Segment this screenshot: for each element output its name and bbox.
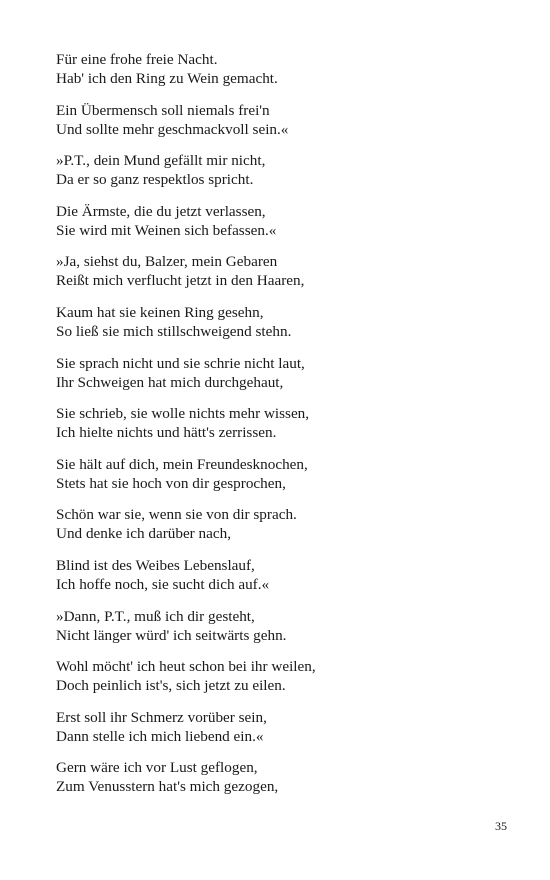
verse-line: Hab' ich den Ring zu Wein gemacht. (56, 70, 278, 87)
stanza (56, 303, 516, 354)
verse-line: Ihr Schweigen hat mich durchgehaut, (56, 373, 284, 391)
stanza (56, 404, 516, 455)
poem-text (56, 50, 516, 809)
verse-line: Erst soll ihr Schmerz vorüber sein, (56, 708, 267, 726)
stanza (56, 505, 516, 556)
stanza (56, 455, 516, 506)
stanza (56, 556, 516, 607)
stanza (56, 252, 516, 303)
verse-line: Gern wäre ich vor Lust geflogen, (56, 759, 258, 777)
verse-line: Zum Venusstern hat's mich gezogen, (56, 778, 279, 796)
verse-line: Und denke ich darüber nach, (56, 525, 232, 543)
verse-line: So ließ sie mich stillschweigend stehn. (56, 322, 292, 340)
verse-line: Für eine frohe freie Nacht. (56, 51, 218, 68)
stanza (56, 101, 516, 152)
verse-line: Und sollte mehr geschmackvoll sein.« (56, 120, 289, 138)
verse-line: Ich hoffe noch, sie sucht dich auf.« (56, 575, 270, 593)
verse-line: Kaum hat sie keinen Ring gesehn, (56, 303, 264, 321)
stanza (56, 758, 516, 809)
verse-line: Nicht länger würd' ich seitwärts gehn. (56, 626, 287, 644)
verse-line: Doch peinlich ist's, sich jetzt zu eilen. (56, 677, 286, 695)
stanza (56, 708, 516, 759)
verse-line: Die Ärmste, die du jetzt verlassen, (56, 202, 266, 220)
verse-line: »P.T., dein Mund gefällt mir nicht, (56, 152, 266, 170)
verse-line: »Dann, P.T., muß ich dir gesteht, (56, 607, 255, 625)
stanza (56, 50, 516, 101)
verse-line: Wohl möcht' ich heut schon bei ihr weilen, (56, 658, 316, 676)
verse-line: Sie schrieb, sie wolle nichts mehr wissen, (56, 405, 310, 423)
verse-line: Sie wird mit Weinen sich befassen.« (56, 221, 277, 239)
verse-line: Sie sprach nicht und sie schrie nicht laut, (56, 354, 305, 372)
verse-line: Stets hat sie hoch von dir gesprochen, (56, 474, 286, 492)
stanza (56, 151, 516, 202)
verse-line: Ein Übermensch soll niemals frei'n (56, 101, 270, 119)
verse-line: Blind ist des Weibes Lebenslauf, (56, 556, 255, 574)
verse-line: Ich hielte nichts und hätt's zerrissen. (56, 424, 277, 442)
stanza (56, 354, 516, 405)
verse-line: Da er so ganz respektlos spricht. (56, 171, 254, 189)
verse-line: Schön war sie, wenn sie von dir sprach. (56, 506, 297, 524)
stanza (56, 657, 516, 708)
stanza (56, 202, 516, 253)
verse-line: Dann stelle ich mich liebend ein.« (56, 727, 264, 745)
page-number: 35 (495, 819, 507, 833)
stanza (56, 607, 516, 658)
verse-line: Reißt mich verflucht jetzt in den Haaren, (56, 272, 305, 290)
verse-line: »Ja, siehst du, Balzer, mein Gebaren (56, 253, 278, 271)
verse-line: Sie hält auf dich, mein Freundesknochen, (56, 455, 308, 473)
